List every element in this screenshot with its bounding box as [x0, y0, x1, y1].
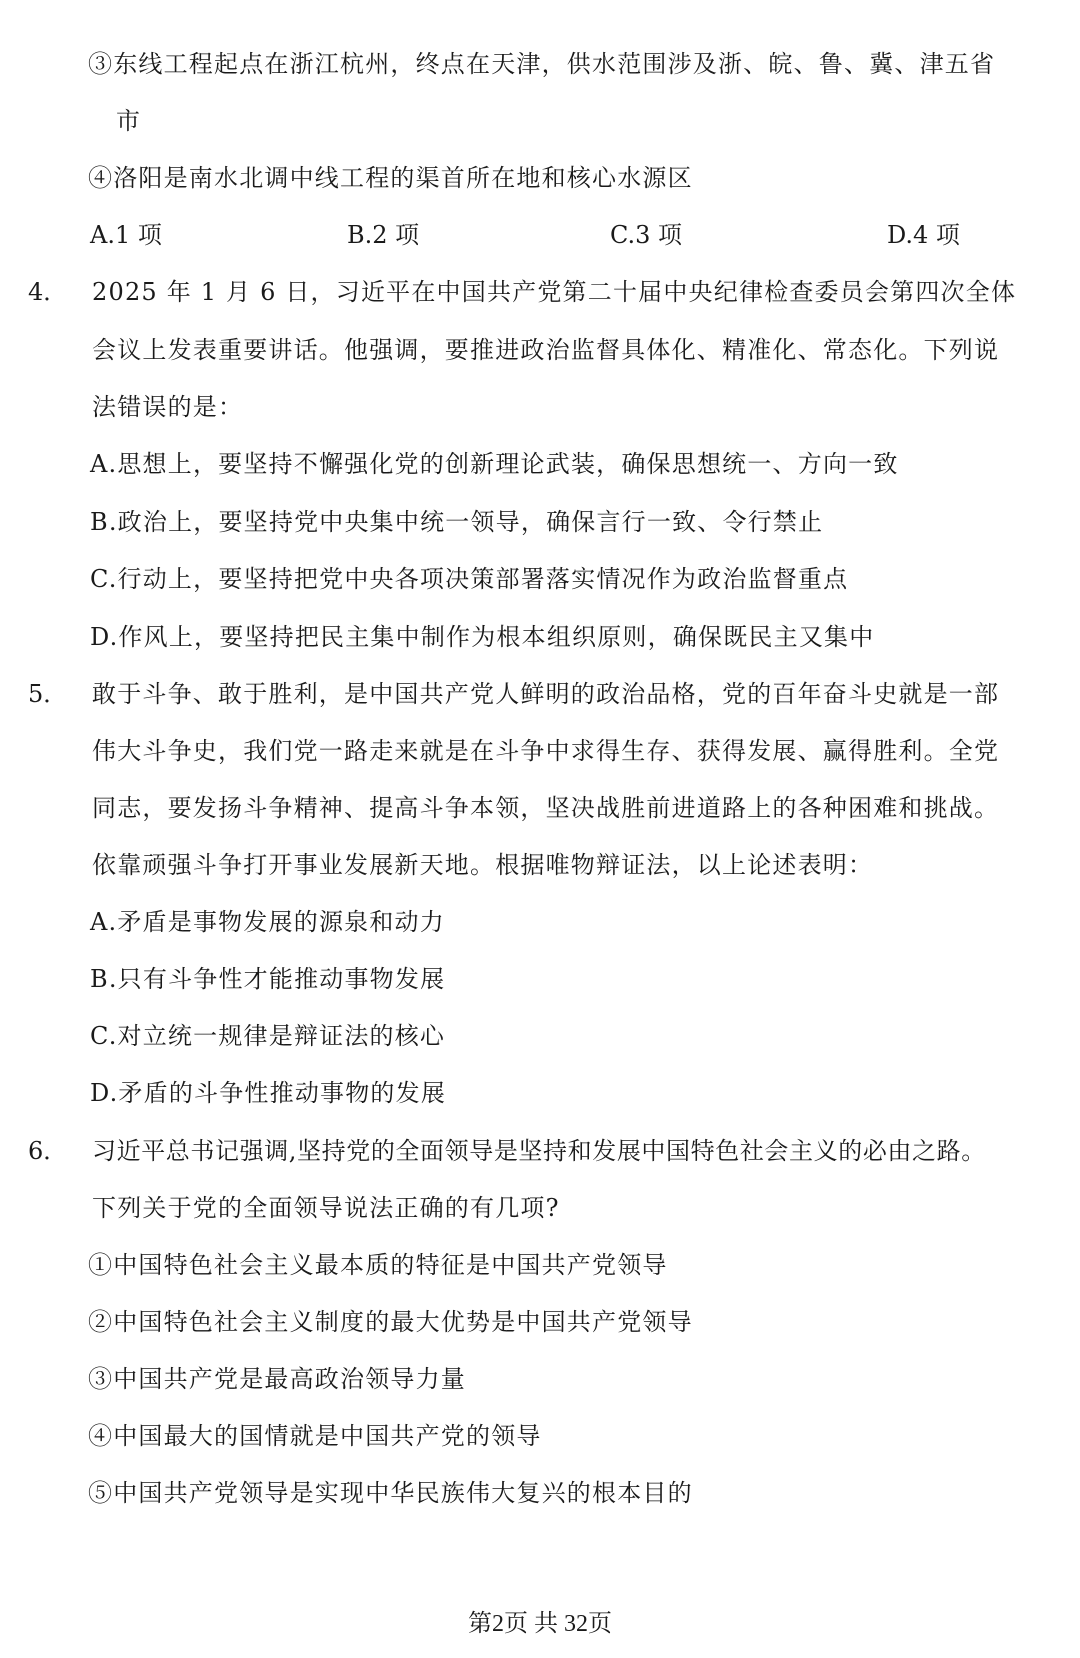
q3-item-3-line-2: 市 — [116, 107, 142, 135]
q5-stem-line-1: 敢于斗争、敢于胜利，是中国共产党人鲜明的政治品格，党的百年奋斗史就是一部 — [92, 680, 1000, 708]
q3-item-4: ④洛阳是南水北调中线工程的渠首所在地和核心水源区 — [88, 164, 693, 192]
q6-item-1: ①中国特色社会主义最本质的特征是中国共产党领导 — [88, 1251, 668, 1279]
q6-item-2: ②中国特色社会主义制度的最大优势是中国共产党领导 — [88, 1308, 693, 1336]
q4-option-a: A.思想上，要坚持不懈强化党的创新理论武装，确保思想统一、方向一致 — [90, 450, 899, 478]
q4-option-b: B.政治上，要坚持党中央集中统一领导，确保言行一致、令行禁止 — [90, 508, 824, 536]
page-footer: 第2页 共 32页 — [468, 1611, 612, 1637]
q4-stem-line-1: 2025 年 1 月 6 日，习近平在中国共产党第二十届中央纪律检查委员会第四次全体 — [92, 278, 1017, 306]
q6-stem-line-1: 习近平总书记强调,坚持党的全面领导是坚持和发展中国特色社会主义的必由之路。 — [92, 1137, 986, 1165]
q6-number: 6． — [28, 1137, 68, 1165]
q3-option-b: B.2 项 — [347, 221, 420, 249]
q3-item-3-line-1: ③东线工程起点在浙江杭州，终点在天津，供水范围涉及浙、皖、鲁、冀、津五省 — [88, 50, 996, 78]
q4-stem-line-2: 会议上发表重要讲话。他强调，要推进政治监督具体化、精准化、常态化。下列说 — [92, 336, 1000, 364]
q6-item-4: ④中国最大的国情就是中国共产党的领导 — [88, 1422, 542, 1450]
q4-stem-line-3: 法错误的是： — [92, 393, 244, 421]
q4-option-d: D.作风上，要坚持把民主集中制作为根本组织原则，确保既民主又集中 — [90, 623, 875, 651]
q5-option-c: C.对立统一规律是辩证法的核心 — [90, 1022, 446, 1050]
q6-stem-line-2: 下列关于党的全面领导说法正确的有几项? — [92, 1194, 560, 1222]
q4-number: 4． — [28, 278, 68, 306]
q5-option-d: D.矛盾的斗争性推动事物的发展 — [90, 1079, 447, 1107]
q3-option-c: C.3 项 — [610, 221, 683, 249]
q5-stem-line-4: 依靠顽强斗争打开事业发展新天地。根据唯物辩证法，以上论述表明： — [92, 851, 874, 879]
q5-stem-line-2: 伟大斗争史，我们党一路走来就是在斗争中求得生存、获得发展、赢得胜利。全党 — [92, 737, 1000, 765]
q5-option-b: B.只有斗争性才能推动事物发展 — [90, 965, 446, 993]
q6-item-5: ⑤中国共产党领导是实现中华民族伟大复兴的根本目的 — [88, 1479, 693, 1507]
q5-option-a: A.矛盾是事物发展的源泉和动力 — [90, 908, 445, 936]
q5-number: 5． — [28, 680, 68, 708]
q4-option-c: C.行动上，要坚持把党中央各项决策部署落实情况作为政治监督重点 — [90, 565, 849, 593]
q3-option-d: D.4 项 — [887, 221, 960, 249]
q5-stem-line-3: 同志，要发扬斗争精神、提高斗争本领，坚决战胜前进道路上的各种困难和挑战。 — [92, 794, 1000, 822]
q3-option-a: A.1 项 — [90, 221, 162, 249]
q6-item-3: ③中国共产党是最高政治领导力量 — [88, 1365, 466, 1393]
